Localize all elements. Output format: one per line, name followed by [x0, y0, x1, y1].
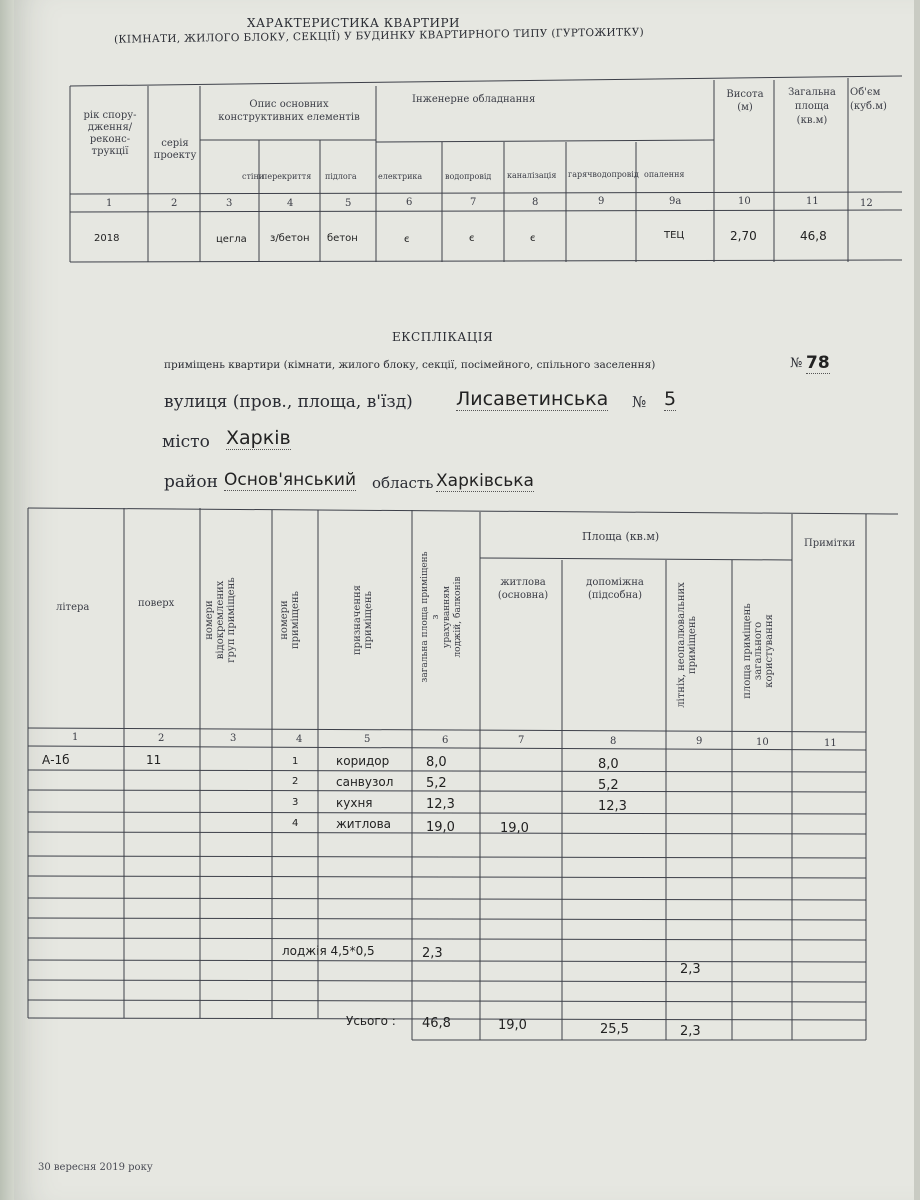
page-binding-edge	[0, 0, 14, 1200]
footer-date: 30 вересня 2019 року	[38, 1162, 153, 1173]
apartment-number: 78	[806, 353, 830, 373]
apartment-number-sign: №	[790, 356, 803, 371]
header-floor: поверх	[138, 598, 175, 609]
header-floors: підлога	[325, 172, 357, 181]
district-name: Основ'янський	[224, 470, 357, 490]
header-purpose: призначення приміщень	[352, 585, 374, 655]
header-notes: Примітки	[804, 538, 856, 549]
city-name: Харків	[226, 427, 291, 449]
region-name: Харківська	[436, 471, 534, 491]
header-water: водопровід	[445, 172, 492, 181]
header-sewer: каналізація	[507, 171, 557, 180]
header-total-area: Загальна площа (кв.м)	[788, 87, 836, 126]
characteristics-subtitle: (КІМНАТИ, ЖИЛОГО БЛОКУ, СЕКЦІЇ) У БУДИНКУ КВАРТИРНОГО ТИПУ (ГУРТОЖИТКУ)	[113, 26, 645, 46]
header-hotwater: гарячводопровід	[568, 170, 639, 179]
header-area: Площа (кв.м)	[582, 530, 660, 543]
header-summer: літніх, неопалювальних приміщень	[676, 582, 698, 708]
header-heating: опалення	[644, 170, 685, 179]
header-living: житлова (основна)	[497, 577, 549, 601]
document-page: ХАРАКТЕРИСТИКА КВАРТИРИ (КІМНАТИ, ЖИЛОГО БЛОКУ, СЕКЦІЇ) У БУДИНКУ КВАРТИРНОГО ТИПУ (ГУРТОЖИТКУ) рік спору- дження/ реконс- трукції серія проекту Опис основних конструктивних елементів Інженерне обладнання Висота (м) Загальна площа (кв.м) Об'єм (куб.м) стіни перекриття підлога електрика водопровід каналізація гарячводопровід опалення 1 2 3 4 5 6 7 8 9 9а 10 11 12 2018 цегла з/бетон бетон є є є ТЕЦ 2,70 46,8 ЕКСПЛІКАЦІЯ приміщень квартири (кімнати, жилого блоку, секції, посімейного, спільного заселення) № 78 вулиця (пров., площа, в'їзд) Лисаветинська № 5 місто Харків район Основ'янський область Харківська літера поверх номери відокремлених груп приміщень номери приміщень призначення приміщень загальна площа приміщень з урахуванням лоджій, балконів Площа (кв.м) житлова (основна) допоміжна (підсобна) літніх, неопалювальних приміщень площа приміщень загального користування Примітки 1 2 3 4 5 6 7 8 9 10 11 А-1б 11 1 коридор 8,0 8,0 2 санвузол 5,2 5,2 3 кухня 12,3 12,3 4 житлова 19,0 19,0 лоджія 4,5*0,5 2,3 2,3 Усього : 46,8 19,0 25,5 2,3 30 вересня 2019 року	[14, 0, 914, 1200]
header-auxiliary: допоміжна (підсобна)	[586, 577, 644, 601]
explication-subtitle: приміщень квартири (кімнати, жилого блоку, секції, посімейного, спільного заселення)	[164, 359, 656, 371]
characteristics-title: ХАРАКТЕРИСТИКА КВАРТИРИ	[247, 16, 460, 30]
header-room-numbers: номери приміщень	[279, 590, 301, 650]
house-number-sign: №	[632, 393, 647, 411]
city-label: місто	[162, 432, 210, 452]
street-label: вулиця (пров., площа, в'їзд)	[164, 392, 413, 412]
header-common: площа приміщень загального користування	[742, 603, 775, 699]
litera-value: А-1б	[42, 753, 70, 767]
header-elements: Опис основних конструктивних елементів	[218, 99, 360, 123]
district-label: район	[164, 472, 218, 492]
header-volume: Об'єм (куб.м)	[850, 87, 887, 112]
header-walls: стіни	[242, 172, 265, 181]
header-height: Висота (м)	[726, 89, 764, 113]
header-electric: електрика	[378, 172, 423, 181]
header-litera: літера	[56, 602, 90, 613]
explication-title: ЕКСПЛІКАЦІЯ	[392, 330, 494, 344]
region-label: область	[372, 474, 434, 492]
header-engineering: Інженерне обладнання	[412, 94, 536, 105]
house-number: 5	[664, 388, 677, 410]
header-year: рік спору- дження/ реконс- трукції	[83, 110, 137, 157]
header-total-room-area: загальна площа приміщень з урахуванням лоджій, балконів	[420, 551, 463, 683]
header-ceilings: перекриття	[262, 172, 312, 181]
header-group-numbers: номери відокремлених груп приміщень	[204, 577, 237, 663]
floor-value: 11	[146, 753, 162, 767]
header-series: серія проекту	[153, 138, 197, 161]
street-name: Лисаветинська	[456, 388, 609, 410]
